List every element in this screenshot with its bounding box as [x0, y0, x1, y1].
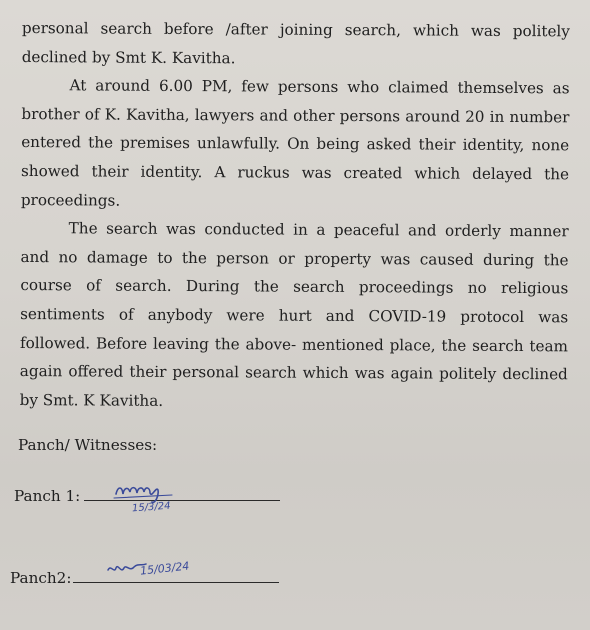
- document-body: [20, 14, 570, 418]
- panch-2-signature-date: 15/03/24: [139, 559, 190, 578]
- panch-1-signature-mark: [112, 474, 202, 524]
- panch-2-label: Panch2:: [10, 569, 72, 587]
- panch-1-signature: [112, 474, 202, 528]
- panch-1-signature-date: 15/3/24: [131, 500, 171, 515]
- panch-2-signature: [106, 556, 206, 600]
- panch-1-label: Panch 1:: [14, 487, 81, 505]
- paragraph-continuation: personal search before /after joining search, which was politely declined by Smt K. Kavitha.: [21, 18, 570, 67]
- paragraph-search-conduct: The search was conducted in a peaceful and orderly manner and no damage to the person or property was caused during the course of search. During the search proceedings no religious sentiments of anybody were hurt and COVID-19 protocol was followed. Before leaving the above- mentioned place, the search team again offered their personal search which was again politely declined by Smt. K Kavitha.: [19, 219, 569, 410]
- paragraph-ruckus: At around 6.00 PM, few persons who claimed themselves as brother of K. Kavitha, lawyers and other persons around 20 in number entered the premises unlawfully. On being asked their identity, none showed their identity. A ruckus was created which delayed the proceedings.: [20, 76, 570, 210]
- witness-heading: Panch/ Witnesses:: [18, 436, 158, 454]
